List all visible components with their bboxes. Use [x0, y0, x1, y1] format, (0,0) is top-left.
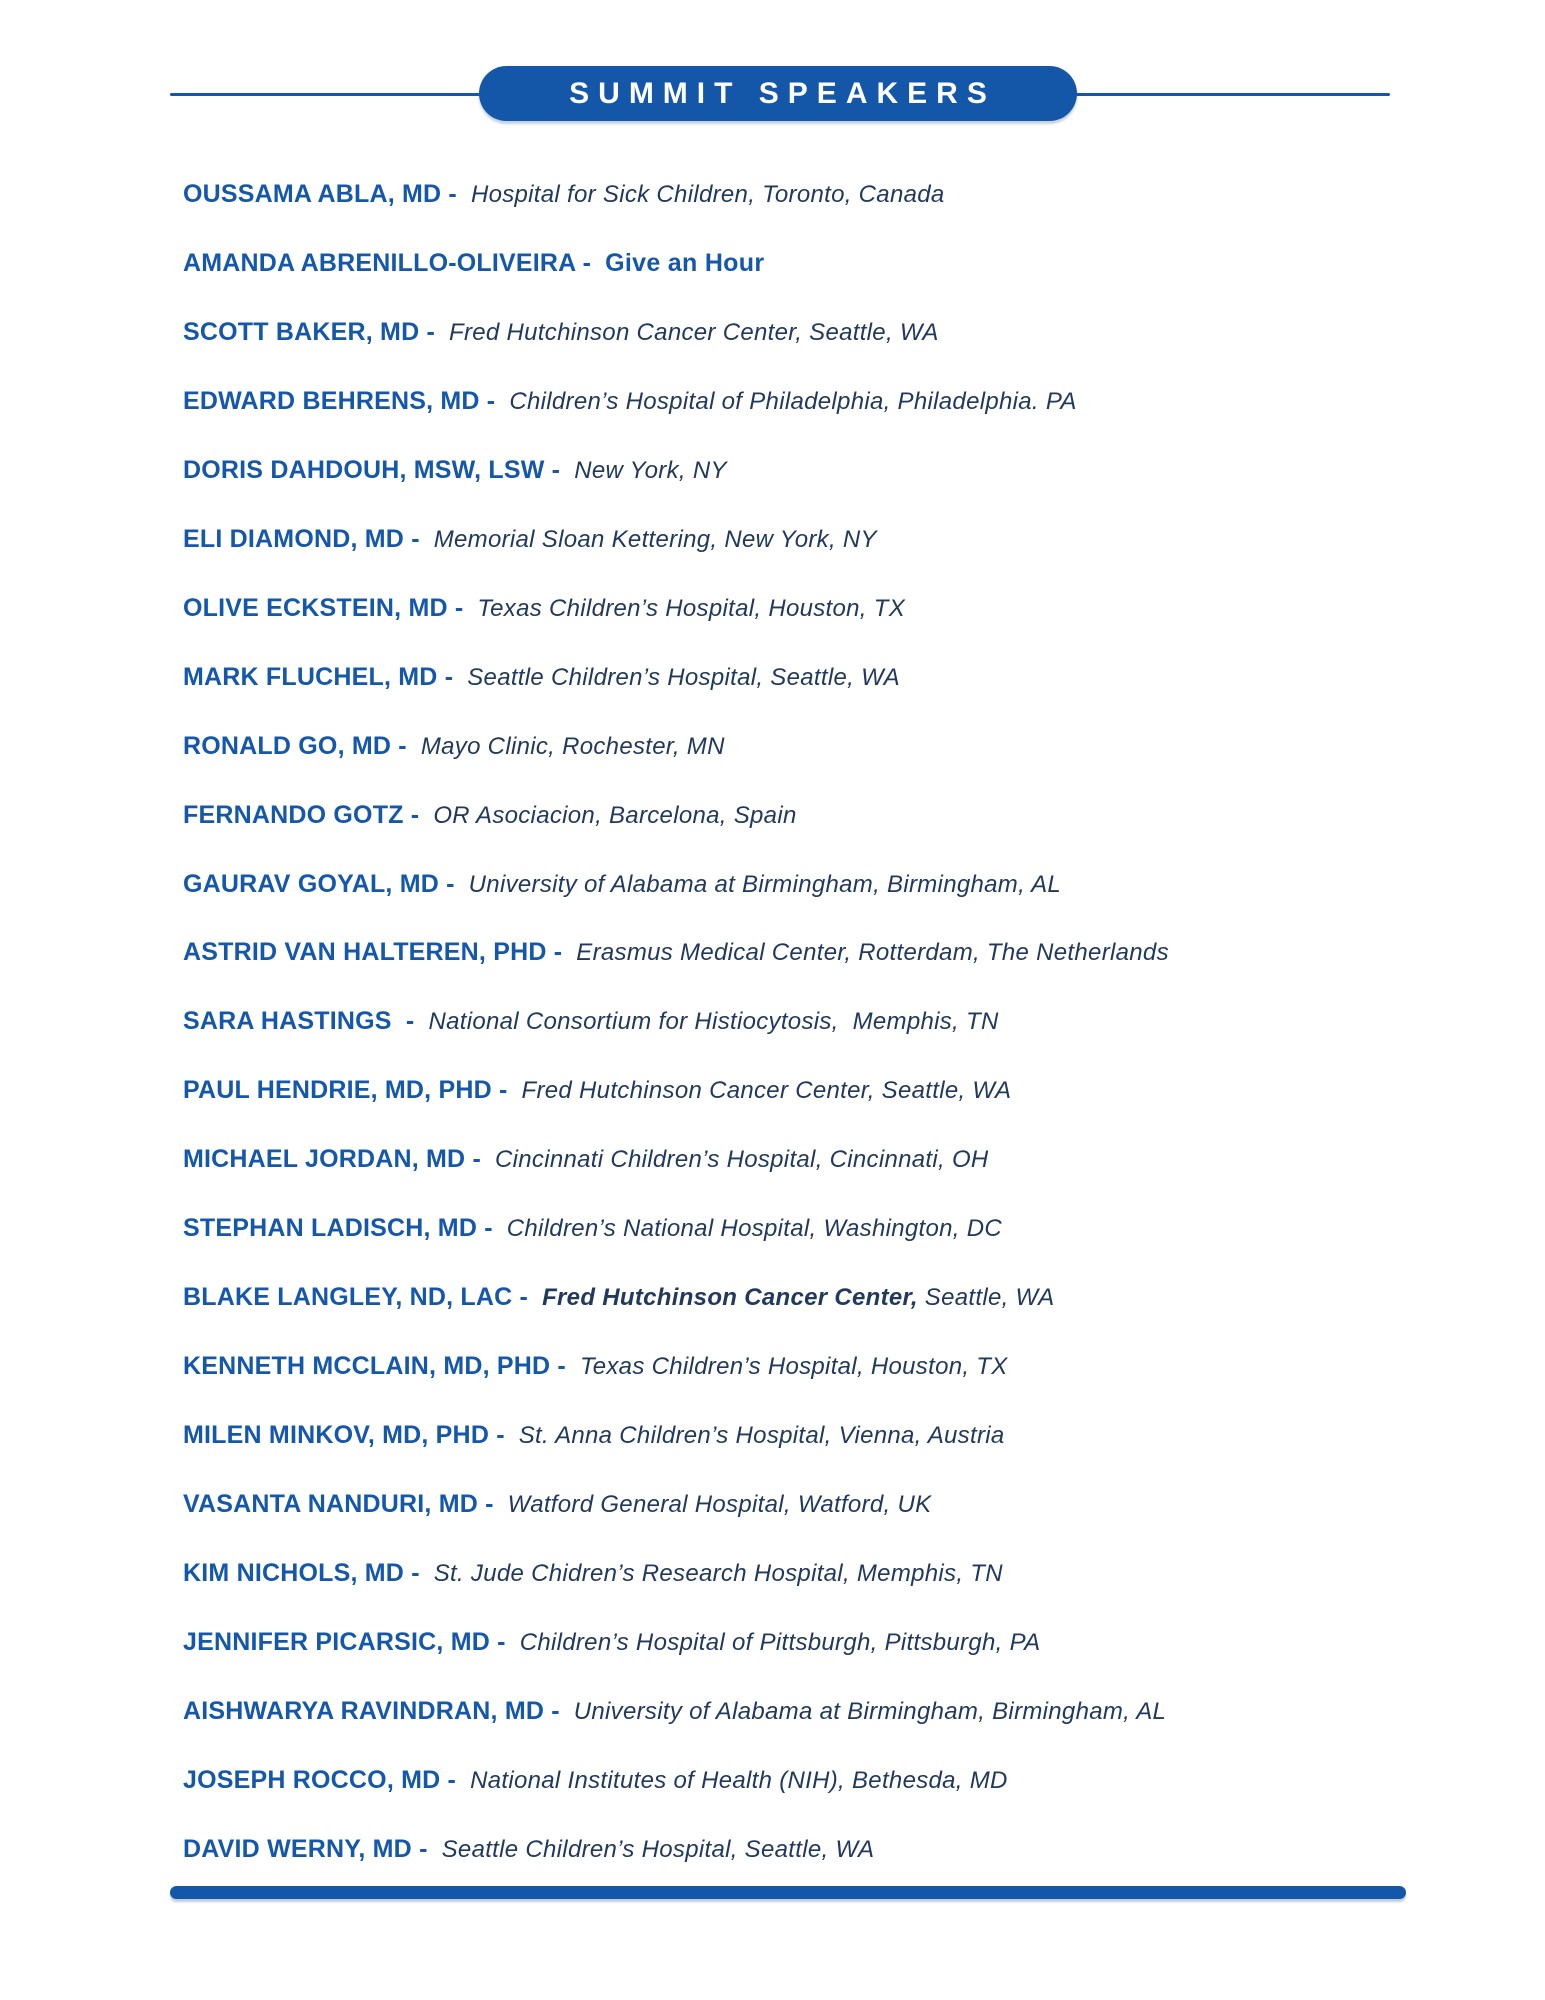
speaker-name: MICHAEL JORDAN, MD - [183, 1145, 481, 1174]
speaker-row [183, 1628, 1433, 1657]
speaker-name: EDWARD BEHRENS, MD - [183, 386, 496, 415]
speaker-name: VASANTA NANDURI, MD - [183, 1490, 494, 1519]
speaker-row [183, 801, 1433, 830]
speaker-affiliation: Erasmus Medical Center, Rotterdam, The Netherlands [576, 939, 1169, 967]
speaker-name: KENNETH MCCLAIN, MD, PHD - [183, 1352, 566, 1381]
speaker-row [183, 1835, 1433, 1864]
speaker-name: OLIVE ECKSTEIN, MD - [183, 593, 464, 622]
speaker-name: PAUL HENDRIE, MD, PHD - [183, 1076, 508, 1105]
header-pill [479, 66, 1077, 121]
speaker-name: BLAKE LANGLEY, ND, LAC - [183, 1283, 529, 1312]
speaker-name: KIM NICHOLS, MD - [183, 1559, 420, 1588]
speaker-list [183, 180, 1433, 1864]
speaker-row [183, 1421, 1433, 1450]
speaker-name: JENNIFER PICARSIC, MD - [183, 1628, 506, 1657]
speaker-name: AMANDA ABRENILLO-OLIVEIRA - [183, 248, 592, 277]
speaker-affiliation: Children’s Hospital of Pittsburgh, Pittsburgh, PA [519, 1629, 1041, 1657]
speaker-name: FERNANDO GOTZ - [183, 800, 420, 829]
speaker-affiliation: Fred Hutchinson Cancer Center, Seattle, WA [521, 1077, 1012, 1105]
speaker-affiliation: Texas Children’s Hospital, Houston, TX [477, 594, 906, 622]
speaker-affiliation: Fred Hutchinson Cancer Center, Seattle, WA [449, 318, 939, 346]
speaker-affiliation: University of Alabama at Birmingham, Birmingham, AL [573, 1697, 1167, 1725]
speaker-affiliation: St. Anna Children’s Hospital, Vienna, Austria [518, 1422, 1005, 1450]
speaker-affiliation: Give an Hour [605, 248, 765, 277]
speaker-affiliation: St. Jude Chidren’s Research Hospital, Memphis, TN [433, 1560, 1003, 1588]
speaker-affiliation: OR Asociacion, Barcelona, Spain [433, 801, 797, 829]
speaker-affiliation: Texas Children’s Hospital, Houston, TX [579, 1353, 1008, 1381]
speaker-affiliation: Memorial Sloan Kettering, New York, NY [433, 525, 877, 553]
speaker-affiliation: Cincinnati Children’s Hospital, Cincinnati, OH [494, 1146, 989, 1174]
speaker-affiliation: New York, NY [574, 456, 727, 484]
speaker-name: SARA HASTINGS - [183, 1007, 415, 1036]
speaker-row [183, 938, 1433, 967]
speaker-affiliation: Children’s National Hospital, Washington, DC [506, 1215, 1002, 1243]
speaker-row [183, 525, 1433, 554]
speaker-row [183, 1214, 1433, 1243]
speaker-row [183, 663, 1433, 692]
speaker-row [183, 249, 1433, 278]
speaker-affiliation: Seattle Children’s Hospital, Seattle, WA [467, 663, 900, 691]
speaker-row [183, 456, 1433, 485]
speaker-name: JOSEPH ROCCO, MD - [183, 1765, 457, 1794]
speaker-row [183, 1145, 1433, 1174]
speaker-name: ELI DIAMOND, MD - [183, 524, 420, 553]
speaker-affiliation: Watford General Hospital, Watford, UK [507, 1491, 932, 1519]
speaker-affiliation: University of Alabama at Birmingham, Birmingham, AL [468, 870, 1062, 898]
speaker-row [183, 732, 1433, 761]
speaker-name: OUSSAMA ABLA, MD - [183, 180, 457, 208]
speaker-name: AISHWARYA RAVINDRAN, MD - [183, 1696, 560, 1725]
speaker-name: DORIS DAHDOUH, MSW, LSW - [183, 455, 561, 484]
page-title: SUMMIT SPEAKERS [569, 76, 996, 110]
speaker-affiliation: Seattle, WA [917, 1284, 1055, 1312]
speaker-row [183, 180, 1433, 209]
speaker-name: GAURAV GOYAL, MD - [183, 869, 455, 898]
speaker-name: ASTRID VAN HALTEREN, PHD - [183, 938, 563, 967]
speaker-row [183, 1490, 1433, 1519]
speaker-row [183, 318, 1433, 347]
speaker-affiliation: Children’s Hospital of Philadelphia, Philadelphia. PA [509, 387, 1077, 415]
speaker-row [183, 1697, 1433, 1726]
speaker-name: DAVID WERNY, MD - [183, 1834, 428, 1863]
speaker-affiliation: National Institutes of Health (NIH), Bethesda, MD [470, 1766, 1008, 1794]
footer-divider-bar [170, 1886, 1406, 1899]
speaker-name: STEPHAN LADISCH, MD - [183, 1214, 493, 1243]
speaker-row [183, 1352, 1433, 1381]
speaker-affiliation: Mayo Clinic, Rochester, MN [420, 732, 725, 760]
speaker-affiliation: Hospital for Sick Children, Toronto, Canada [470, 181, 945, 208]
speaker-name: SCOTT BAKER, MD - [183, 317, 435, 346]
speaker-affiliation: National Consortium for Histiocytosis, Memphis, TN [428, 1008, 999, 1036]
speaker-row [183, 1559, 1433, 1588]
speaker-name: MARK FLUCHEL, MD - [183, 662, 454, 691]
speaker-row [183, 1283, 1433, 1312]
speaker-name: RONALD GO, MD - [183, 731, 407, 760]
speaker-row [183, 594, 1433, 623]
speaker-name: MILEN MINKOV, MD, PHD - [183, 1421, 505, 1450]
speaker-row [183, 870, 1433, 899]
speaker-affiliation-strong: Fred Hutchinson Cancer Center, [542, 1284, 918, 1312]
speaker-row [183, 387, 1433, 416]
speaker-affiliation: Seattle Children’s Hospital, Seattle, WA [441, 1835, 875, 1863]
speaker-row [183, 1007, 1433, 1036]
speaker-row [183, 1766, 1433, 1795]
speaker-row [183, 1076, 1433, 1105]
